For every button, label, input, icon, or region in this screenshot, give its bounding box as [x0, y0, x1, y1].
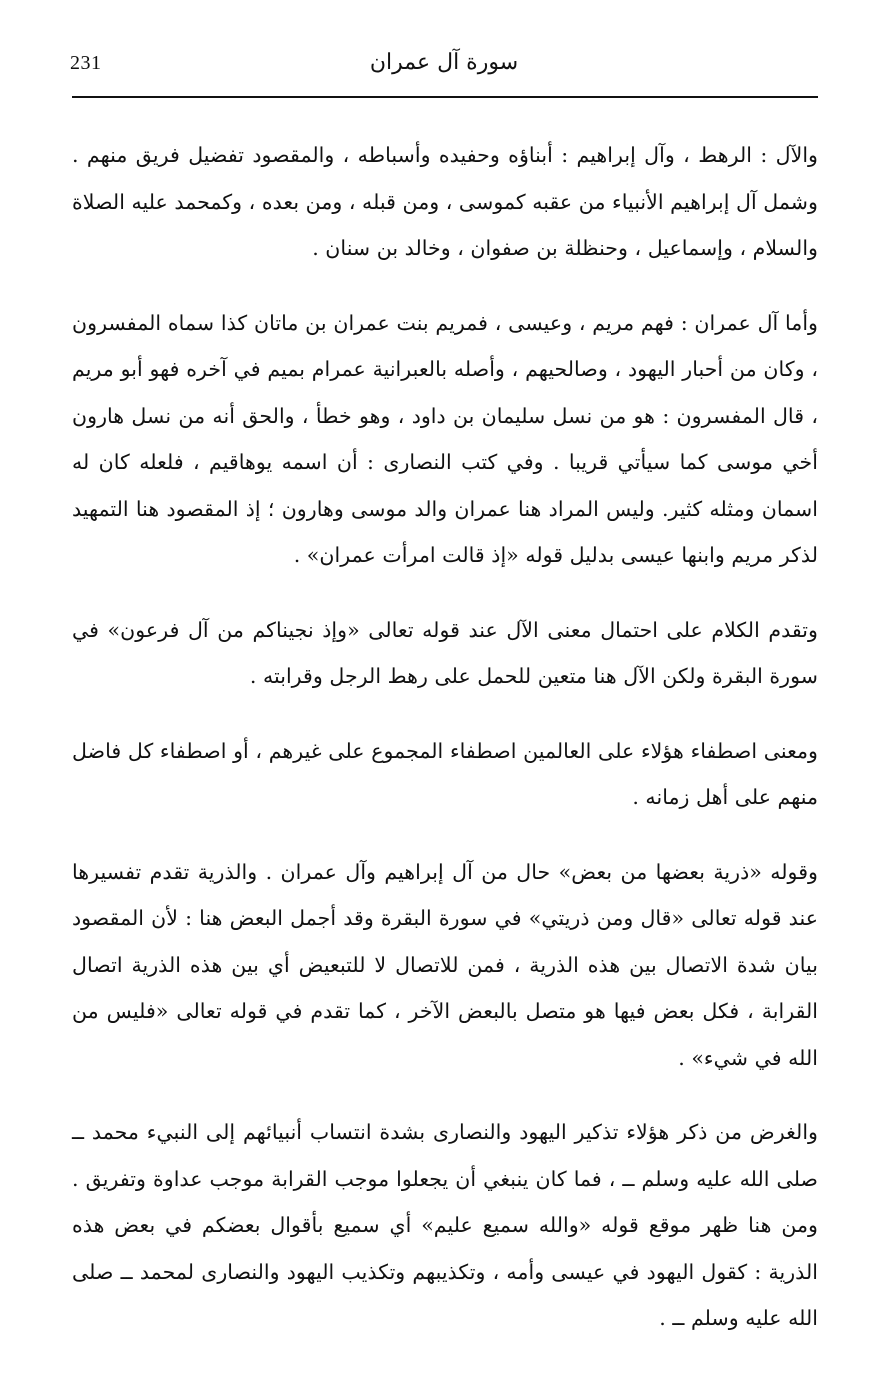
paragraph-al-context: وتقدم الكلام على احتمال معنى الآل عند قوله تعالى «وإذ نجيناكم من آل فرعون» في سورة البقرة ولكن الآل هنا متعين للحمل على رهط الرجل وقرابته .	[72, 617, 818, 688]
paragraph-al-meaning: والآل : الرهط ، وآل إبراهيم : أبناؤه وحفيده وأسباطه ، والمقصود تفضيل فريق منهم . وشمل آل إبراهيم الأنبياء من عقبه كموسى ، ومن قبله ، ومن بعده ، وكمحمد عليه الصلاة والسلام ، وإسماعيل ، وحنظلة بن صفوان ، وخالد بن سنان .	[72, 143, 818, 260]
header-rule	[72, 96, 818, 98]
paragraph-istifa: ومعنى اصطفاء هؤلاء على العالمين اصطفاء المجموع على غيرهم ، أو اصطفاء كل فاضل منهم على أهل زمانه .	[72, 738, 818, 809]
paragraph-al-imran: وأما آل عمران : فهم مريم ، وعيسى ، فمريم بنت عمران بن ماتان كذا سماه المفسرون ، وكان من أحبار اليهود ، وصالحيهم ، وأصله بالعبرانية عمرام بميم في آخره فهو أبو مريم ، قال المفسرون : هو من نسل سليمان بن داود ، وهو خطأ ، والحق أنه من نسل هارون أخي موسى كما سيأتي قريبا . وفي كتب النصارى : أن اسمه يوهاقيم ، فلعله كان له اسمان ومثله كثير. وليس المراد هنا عمران والد موسى وهارون ؛ إذ المقصود هنا التمهيد لذكر مريم وابنها عيسى بدليل قوله «إذ قالت امرأت عمران» .	[72, 310, 818, 567]
page-body	[72, 132, 818, 1370]
paragraph-dhurriya: وقوله «ذرية بعضها من بعض» حال من آل إبراهيم وآل عمران . والذرية تقدم تفسيرها عند قوله تعالى «قال ومن ذريتي» في سورة البقرة وقد أجمل البعض هنا : لأن المقصود بيان شدة الاتصال بين هذه الذرية ، فمن للاتصال لا للتبعيض أي بين هذه الذرية اتصال القرابة ، فكل بعض فيها هو متصل بالبعض الآخر ، كما تقدم في قوله تعالى «فليس من الله في شيء» .	[72, 859, 818, 1070]
paragraph-purpose: والغرض من ذكر هؤلاء تذكير اليهود والنصارى بشدة انتساب أنبيائهم إلى النبيء محمد ــ صلى الله عليه وسلم ــ ، فما كان ينبغي أن يجعلوا موجب القرابة موجب عداوة وتفريق . ومن هنا ظهر موقع قوله «والله سميع عليم» أي سميع بأقوال بعضكم في بعض هذه الذرية : كقول اليهود في عيسى وأمه ، وتكذيبهم وتكذيب اليهود والنصارى لمحمد ــ صلى الله عليه وسلم ــ .	[72, 1120, 818, 1330]
page-number: 231	[70, 52, 102, 74]
running-header-title: سورة آل عمران	[369, 50, 519, 75]
